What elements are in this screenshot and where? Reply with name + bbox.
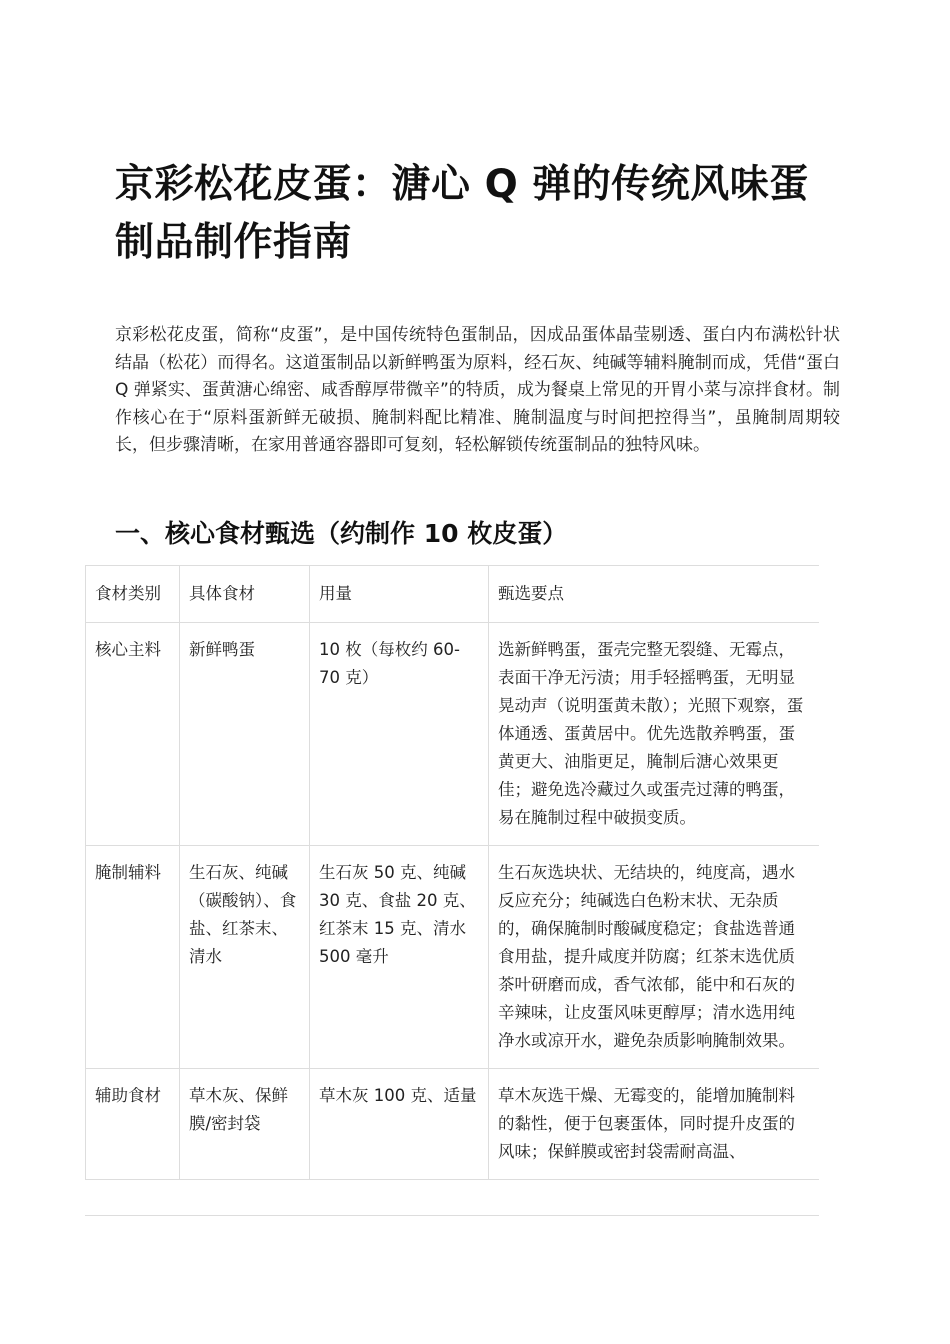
column-header-category: 食材类别	[86, 566, 180, 623]
cell-category: 辅助食材	[86, 1069, 180, 1180]
intro-paragraph: 京彩松花皮蛋，简称“皮蛋”，是中国传统特色蛋制品，因成品蛋体晶莹剔透、蛋白内布满松针状结晶（松花）而得名。这道蛋制品以新鲜鸭蛋为原料，经石灰、纯碱等辅料腌制而成，凭借“蛋白 Q 弹紧实、蛋黄溏心绵密、咸香醇厚带微辛”的特质，成为餐桌上常见的开胃小菜与凉拌食材。制作核心在于“原料蛋新鲜无破损、腌制料配比精准、腌制温度与时间把控得当”，虽腌制周期较长，但步骤清晰，在家用普通容器即可复刻，轻松解锁传统蛋制品的独特风味。	[115, 325, 840, 455]
cell-amount: 生石灰 50 克、纯碱 30 克、食盐 20 克、红茶末 15 克、清水 500 毫升	[310, 846, 489, 1069]
section-heading-ingredients: 一、核心食材甄选（约制作 10 枚皮蛋）	[115, 519, 568, 548]
cell-item: 生石灰、纯碱（碳酸钠）、食盐、红茶末、清水	[180, 846, 310, 1069]
cell-amount: 10 枚（每枚约 60-70 克）	[310, 623, 489, 846]
column-header-notes: 甄选要点	[489, 566, 820, 623]
table-row	[86, 1069, 820, 1180]
table-row	[86, 623, 820, 846]
table-row	[86, 846, 820, 1069]
cell-category: 核心主料	[86, 623, 180, 846]
cell-category: 腌制辅料	[86, 846, 180, 1069]
column-header-item: 具体食材	[180, 566, 310, 623]
table-header-row	[86, 566, 820, 623]
column-header-amount: 用量	[310, 566, 489, 623]
cell-item: 草木灰、保鲜膜/密封袋	[180, 1069, 310, 1180]
cell-amount: 草木灰 100 克、适量	[310, 1069, 489, 1180]
ingredients-table	[85, 565, 819, 1180]
cell-notes: 生石灰选块状、无结块的，纯度高，遇水反应充分；纯碱选白色粉末状、无杂质的，确保腌制时酸碱度稳定；食盐选普通食用盐，提升咸度并防腐；红茶末选优质茶叶研磨而成，香气浓郁，能中和石灰的辛辣味，让皮蛋风味更醇厚；清水选用纯净水或凉开水，避免杂质影响腌制效果。	[489, 846, 820, 1069]
cell-notes: 草木灰选干燥、无霉变的，能增加腌制料的黏性，便于包裹蛋体，同时提升皮蛋的风味；保鲜膜或密封袋需耐高温、	[489, 1069, 820, 1180]
page-title: 京彩松花皮蛋：溏心 Q 弹的传统风味蛋制品制作指南	[115, 162, 809, 265]
cell-notes: 选新鲜鸭蛋，蛋壳完整无裂缝、无霉点，表面干净无污渍；用手轻摇鸭蛋，无明显晃动声（说明蛋黄未散）；光照下观察，蛋体通透、蛋黄居中。优先选散养鸭蛋，蛋黄更大、油脂更足，腌制后溏心效果更佳；避免选冷藏过久或蛋壳过薄的鸭蛋，易在腌制过程中破损变质。	[489, 623, 820, 846]
ingredients-table-container	[85, 565, 819, 1216]
cell-item: 新鲜鸭蛋	[180, 623, 310, 846]
